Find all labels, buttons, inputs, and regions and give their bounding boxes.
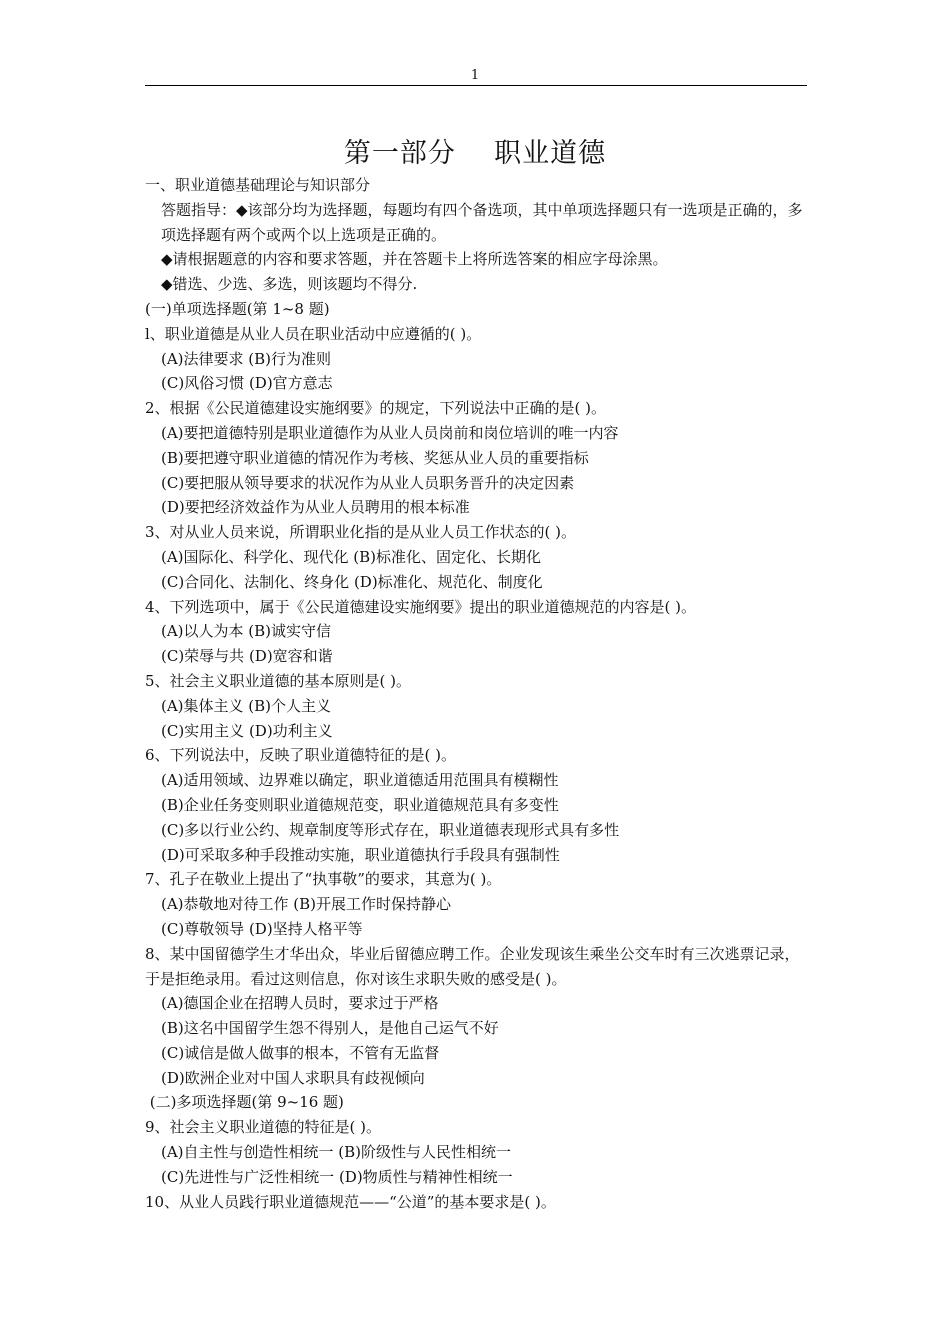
multi-choice-heading: (二)多项选择题(第 9~16 题) xyxy=(145,1093,344,1112)
question-option: (D)要把经济效益作为从业人员聘用的根本标准 xyxy=(161,498,470,517)
question-option: (C)诚信是做人做事的根本，不管有无监督 xyxy=(161,1043,440,1062)
instruction-paragraph: 答题指导：◆该部分均为选择题，每题均有四个备选项，其中单项选择题只有一选项是正确的，多项选择题有两个或两个以上选项是正确的。 xyxy=(161,200,803,244)
question-option: (A)要把道德特别是职业道德作为从业人员岗前和岗位培训的唯一内容 xyxy=(161,423,619,442)
question-option: (A)德国企业在招聘人员时，要求过于严格 xyxy=(161,994,439,1013)
question-option: (D)可采取多种手段推动实施，职业道德执行手段具有强制性 xyxy=(161,845,560,864)
question-option: (B)要把遵守职业道德的情况作为考核、奖惩从业人员的重要指标 xyxy=(161,448,589,467)
instruction-paragraph: ◆错选、少选、多选，则该题均不得分. xyxy=(161,275,418,294)
single-choice-heading: (一)单项选择题(第 1~8 题) xyxy=(145,299,330,318)
document-body xyxy=(145,173,810,1214)
question-stem: 6、下列说法中，反映了职业道德特征的是( )。 xyxy=(145,746,457,765)
question-option: (A)集体主义 (B)个人主义 xyxy=(161,696,332,715)
header-rule xyxy=(145,85,807,86)
question-option: (C)实用主义 (D)功利主义 xyxy=(161,721,333,740)
question-option: (A)适用领域、边界难以确定，职业道德适用范围具有模糊性 xyxy=(161,771,559,790)
question-option: (C)先进性与广泛性相统一 (D)物质性与精神性相统一 xyxy=(161,1167,513,1186)
question-option: (C)合同化、法制化、终身化 (D)标准化、规范化、制度化 xyxy=(161,572,543,591)
question-option: (A)法律要求 (B)行为准则 xyxy=(161,349,332,368)
question-option: (C)多以行业公约、规章制度等形式存在，职业道德表现形式具有多性 xyxy=(161,820,620,839)
question-stem: 2、根据《公民道德建设实施纲要》的规定，下列说法中正确的是( )。 xyxy=(145,399,607,418)
question-option: (B)这名中国留学生怨不得别人，是他自己运气不好 xyxy=(161,1019,499,1038)
question-option: (A)恭敬地对待工作 (B)开展工作时保持静心 xyxy=(161,895,452,914)
question-option: (C)风俗习惯 (D)官方意志 xyxy=(161,374,333,393)
question-option: (A)国际化、科学化、现代化 (B)标准化、固定化、长期化 xyxy=(161,547,542,566)
instruction-paragraph: ◆请根据题意的内容和要求答题，并在答题卡上将所选答案的相应字母涂黑。 xyxy=(161,250,668,269)
section-heading: 一、职业道德基础理论与知识部分 xyxy=(145,176,371,194)
page-number: 1 xyxy=(470,68,480,83)
page-title: 第一部分 职业道德 xyxy=(343,138,607,169)
question-stem: 8、某中国留德学生才华出众，毕业后留德应聘工作。企业发现该生乘坐公交车时有三次逃票记录，于是拒绝录用。看过这则信息，你对该生求职失败的感受是( )。 xyxy=(145,944,800,988)
question-stem: 5、社会主义职业道德的基本原则是( )。 xyxy=(145,671,412,690)
question-stem: 3、对从业人员来说，所谓职业化指的是从业人员工作状态的( )。 xyxy=(145,523,577,542)
question-stem: l、职业道德是从业人员在职业活动中应遵循的( )。 xyxy=(145,324,482,343)
question-option: (D)欧洲企业对中国人求职具有歧视倾向 xyxy=(161,1068,425,1087)
question-stem: 10、从业人员践行职业道德规范——“公道”的基本要求是( )。 xyxy=(145,1192,556,1211)
question-option: (C)尊敬领导 (D)坚持人格平等 xyxy=(161,919,363,938)
question-stem: 9、社会主义职业道德的特征是( )。 xyxy=(145,1118,382,1137)
question-option: (C)要把服从领导要求的状况作为从业人员职务晋升的决定因素 xyxy=(161,473,575,492)
question-option: (B)企业任务变则职业道德规范变，职业道德规范具有多变性 xyxy=(161,795,559,814)
question-option: (C)荣辱与共 (D)宽容和谐 xyxy=(161,647,333,666)
question-option: (A)以人为本 (B)诚实守信 xyxy=(161,622,332,641)
question-stem: 4、下列选项中，属于《公民道德建设实施纲要》提出的职业道德规范的内容是( )。 xyxy=(145,597,697,616)
question-option: (A)自主性与创造性相统一 (B)阶级性与人民性相统一 xyxy=(161,1143,512,1162)
question-stem: 7、孔子在敬业上提出了“执事敬”的要求，其意为( )。 xyxy=(145,870,502,889)
